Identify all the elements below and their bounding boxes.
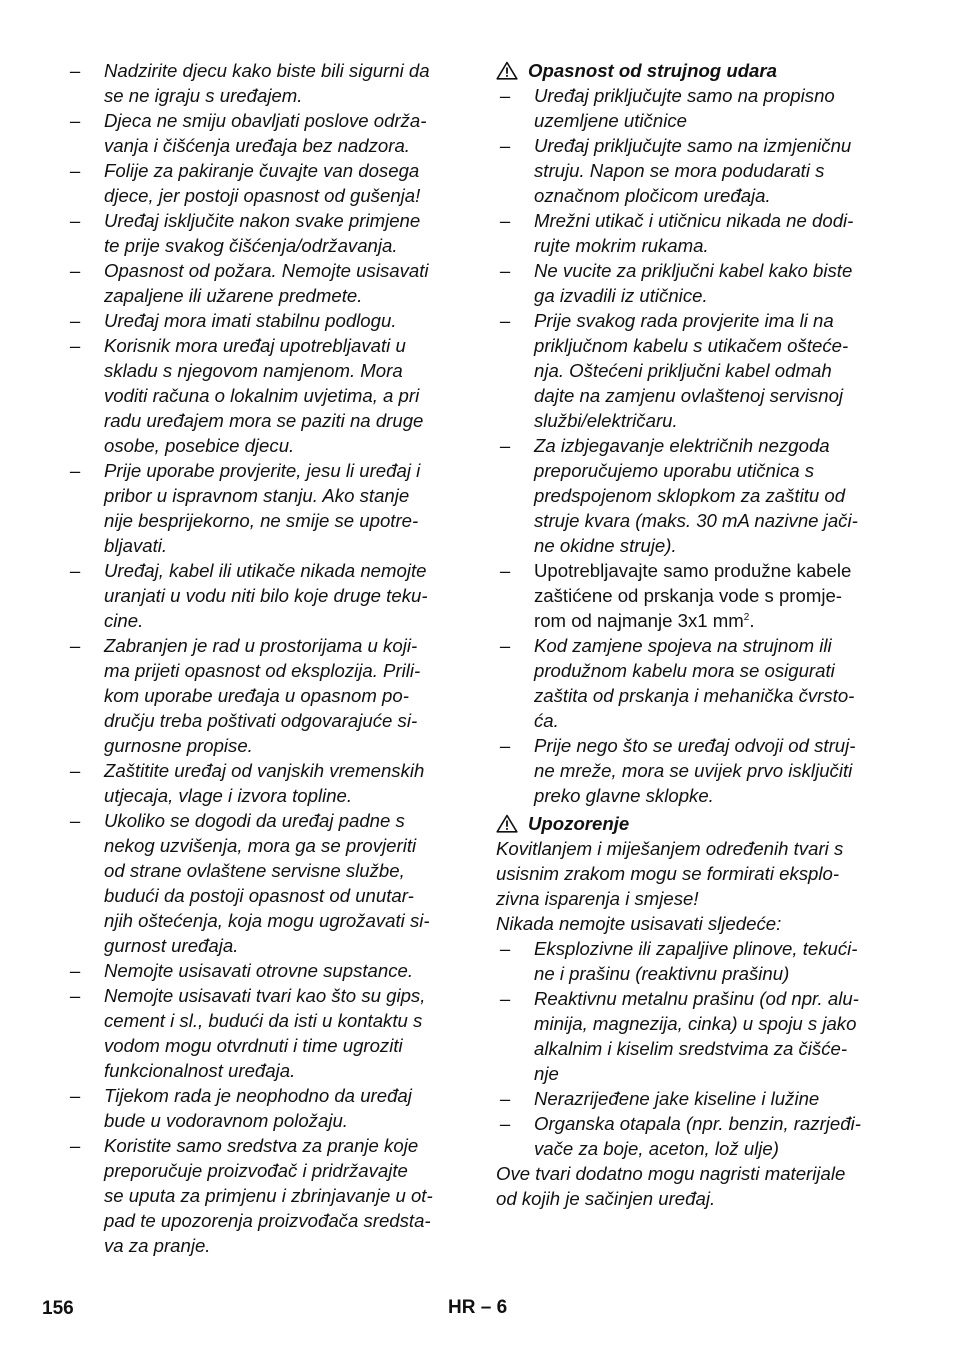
section-heading-electric-shock [496,58,888,83]
dash: – [499,310,511,331]
dash: – [69,960,81,981]
list-item [66,208,462,258]
list-item-text: Tijekom rada je neophodno da uređaj bude u vodoravnom položaju. [104,1085,412,1131]
list-item-text: Folije za pakiranje čuvajte van dosega djece, jer postoji opasnost od gušenja! [104,160,421,206]
list-item-text: Mrežni utikač i utičnicu nikada ne dodi- rujte mokrim rukama. [534,210,854,256]
list-item-text: Reaktivnu metalnu prašinu (od npr. alu- minija, magnezija, cinka) u spoju s jako alkalnim i kiselim sredstvima za čišće- nje [534,988,859,1084]
list-item-text: Organska otapala (npr. benzin, razrjeđi- vače za boje, aceton, lož ulje) [534,1113,861,1159]
list-item-text: Eksplozivne ili zapaljive plinove, tekući- ne i prašinu (reaktivnu prašinu) [534,938,858,984]
list-item [66,333,462,458]
list-item-text: Zabranjen je rad u prostorijama u koji- ma prijeti opasnost od eksplozija. Prili- kom uporabe uređaja u opasnom po- dručju treba poštivati odgovarajuće si- gurnosne propise. [104,635,421,756]
list-item-text: Uređaj priključujte samo na izmjeničnu struju. Napon se mora podudarati s označnom pločicom uređaja. [534,135,852,206]
warning-outro: Ove tvari dodatno mogu nagristi materijale od kojih je sačinjen uređaj. [496,1163,846,1209]
dash: – [69,810,81,831]
left-column [66,58,462,1258]
list-item [66,258,462,308]
list-item-text: Opasnost od požara. Nemojte usisavati zapaljene ili užarene predmete. [104,260,429,306]
list-item [496,208,888,258]
right-column [496,58,888,1211]
dash: – [499,135,511,156]
dash: – [69,1085,81,1106]
dash: – [499,435,511,456]
list-item-text: Korisnik mora uređaj upotrebljavati u skladu s njegovom namjenom. Mora voditi računa o lokalnim uvjetima, a pri radu uređajem mora se paziti na druge osobe, posebice djecu. [104,335,424,456]
list-item-text: Nemojte usisavati otrovne supstance. [104,960,414,981]
page-id: HR – 6 [448,1297,508,1318]
list-item [496,308,888,433]
list-item [66,983,462,1083]
list-item-text: Djeca ne smiju obavljati poslove održa- vanja i čišćenja uređaja bez nadzora. [104,110,427,156]
list-item-text: Prije svakog rada provjerite ima li na priključnom kabelu s utikačem oštećе- nja. Oštećeni priključni kabel odmah dajte na zamjenu ovlaštenoj servisnoj službi/električaru. [534,310,849,431]
list-item-text: Nadzirite djecu kako biste bili sigurni da se ne igraju s uređajem. [104,60,430,106]
section-title: Opasnost od strujnog udara [528,60,777,81]
list-item [496,986,888,1086]
list-item-text: Koristite samo sredstva za pranje koje preporučuje proizvođač i pridržavajte se uputa za primjenu i zbrinjavanje u ot- pad te upozorenja proizvođača sredsta- va za pranje. [104,1135,433,1256]
dash: – [69,210,81,231]
list-item [496,936,888,986]
section-heading-warning [496,811,888,836]
dash: – [499,1113,511,1134]
list-item [496,258,888,308]
dash: – [69,460,81,481]
dash: – [499,988,511,1009]
dash: – [499,1088,511,1109]
dash: – [69,110,81,131]
list-item-text: Prije nego što se uređaj odvoji od struj- ne mreže, mora se uvijek prvo isključiti preko glavne sklopke. [534,735,856,806]
dash: – [69,635,81,656]
list-item [66,1133,462,1258]
list-item-text: Uređaj mora imati stabilnu podlogu. [104,310,397,331]
list-item [66,1083,462,1133]
list-item-text [534,558,888,633]
extension-cable-text: Upotrebljavajte samo produžne kabele zaštićene od prskanja vode s promje- rom od najmanje 3x1 mm [534,560,852,631]
list-item-text: Kod zamjene spojeva na strujnom ili produžnom kabelu mora se osigurati zaštita od prskanja i mehanička čvrsto- ća. [534,635,855,731]
dash: – [499,560,511,581]
list-item [66,458,462,558]
dash: – [69,310,81,331]
list-item-text: Ukoliko se dogodi da uređaj padne s nekog uzvišenja, mora ga se provjeriti od strane ovlaštene servisne službe, budući da postoji opasnost od unutar- njih oštećenja, koja mogu ugrožavati si- gurnost uređaja. [104,810,430,956]
dash: – [69,560,81,581]
warning-triangle-icon [496,61,518,80]
list-item-text: Uređaj priključujte samo na propisno uzemljene utičnice [534,85,835,131]
dash: – [69,260,81,281]
list-item [66,633,462,758]
list-item [66,108,462,158]
section-title: Upozorenje [528,813,630,834]
list-item-text: Za izbjegavanje električnih nezgoda preporučujemo uporabu utičnica s predspojenom sklopkom za zaštitu od struje kvara (maks. 30 mA nazivne jači- ne okidne struje). [534,435,858,556]
forbidden-substances-list [496,936,888,1161]
list-item-text: Nerazrijeđene jake kiseline i lužine [534,1088,820,1109]
page-number: 156 [42,1298,74,1319]
list-item-text: Ne vucite za priključni kabel kako biste ga izvadili iz utičnice. [534,260,853,306]
list-item [496,1111,888,1161]
sentence-end: . [749,610,755,631]
list-item-text: Uređaj isključite nakon svake primjene te prije svakog čišćenja/održavanja. [104,210,421,256]
list-item-text: Prije uporabe provjerite, jesu li uređaj i pribor u ispravnom stanju. Ako stanje nije besprijekorno, ne smije se upotre- bljavati. [104,460,421,556]
list-item [66,308,462,333]
list-item [496,83,888,133]
list-item [496,633,888,733]
dash: – [69,985,81,1006]
list-item [496,1086,888,1111]
warning-lead: Nikada nemojte usisavati sljedeće: [496,913,782,934]
list-item [496,433,888,558]
dash: – [69,1135,81,1156]
dash: – [499,210,511,231]
dash: – [499,735,511,756]
safety-list-left [66,58,462,1258]
list-item-text: Uređaj, kabel ili utikače nikada nemojte uranjati u vodu niti bilo koje druge teku- cine. [104,560,428,631]
dash: – [499,938,511,959]
list-item [496,558,888,633]
list-item [496,733,888,808]
warning-triangle-icon [496,814,518,833]
dash: – [69,760,81,781]
list-item [66,758,462,808]
safety-list-electric [496,83,888,808]
list-item [496,133,888,208]
list-item-text: Nemojte usisavati tvari kao što su gips, cement i sl., budući da isti u kontaktu s vodom mogu otvrdnuti i time ugroziti funkcionalnost uređaja. [104,985,426,1081]
warning-intro: Kovitlanjem i miješanjem određenih tvari s usisnim zrakom mogu se formirati eksplo- zivna isparenja i smjese! [496,838,844,909]
dash: – [69,335,81,356]
list-item-text: Zaštitite uređaj od vanjskih vremenskih utjecaja, vlage i izvora topline. [104,760,425,806]
list-item [66,558,462,633]
list-item [66,158,462,208]
dash: – [499,260,511,281]
list-item [66,58,462,108]
list-item [66,808,462,958]
superscript: 2 [743,612,750,623]
dash: – [499,635,511,656]
list-item [66,958,462,983]
dash: – [69,60,81,81]
dash: – [69,160,81,181]
dash: – [499,85,511,106]
